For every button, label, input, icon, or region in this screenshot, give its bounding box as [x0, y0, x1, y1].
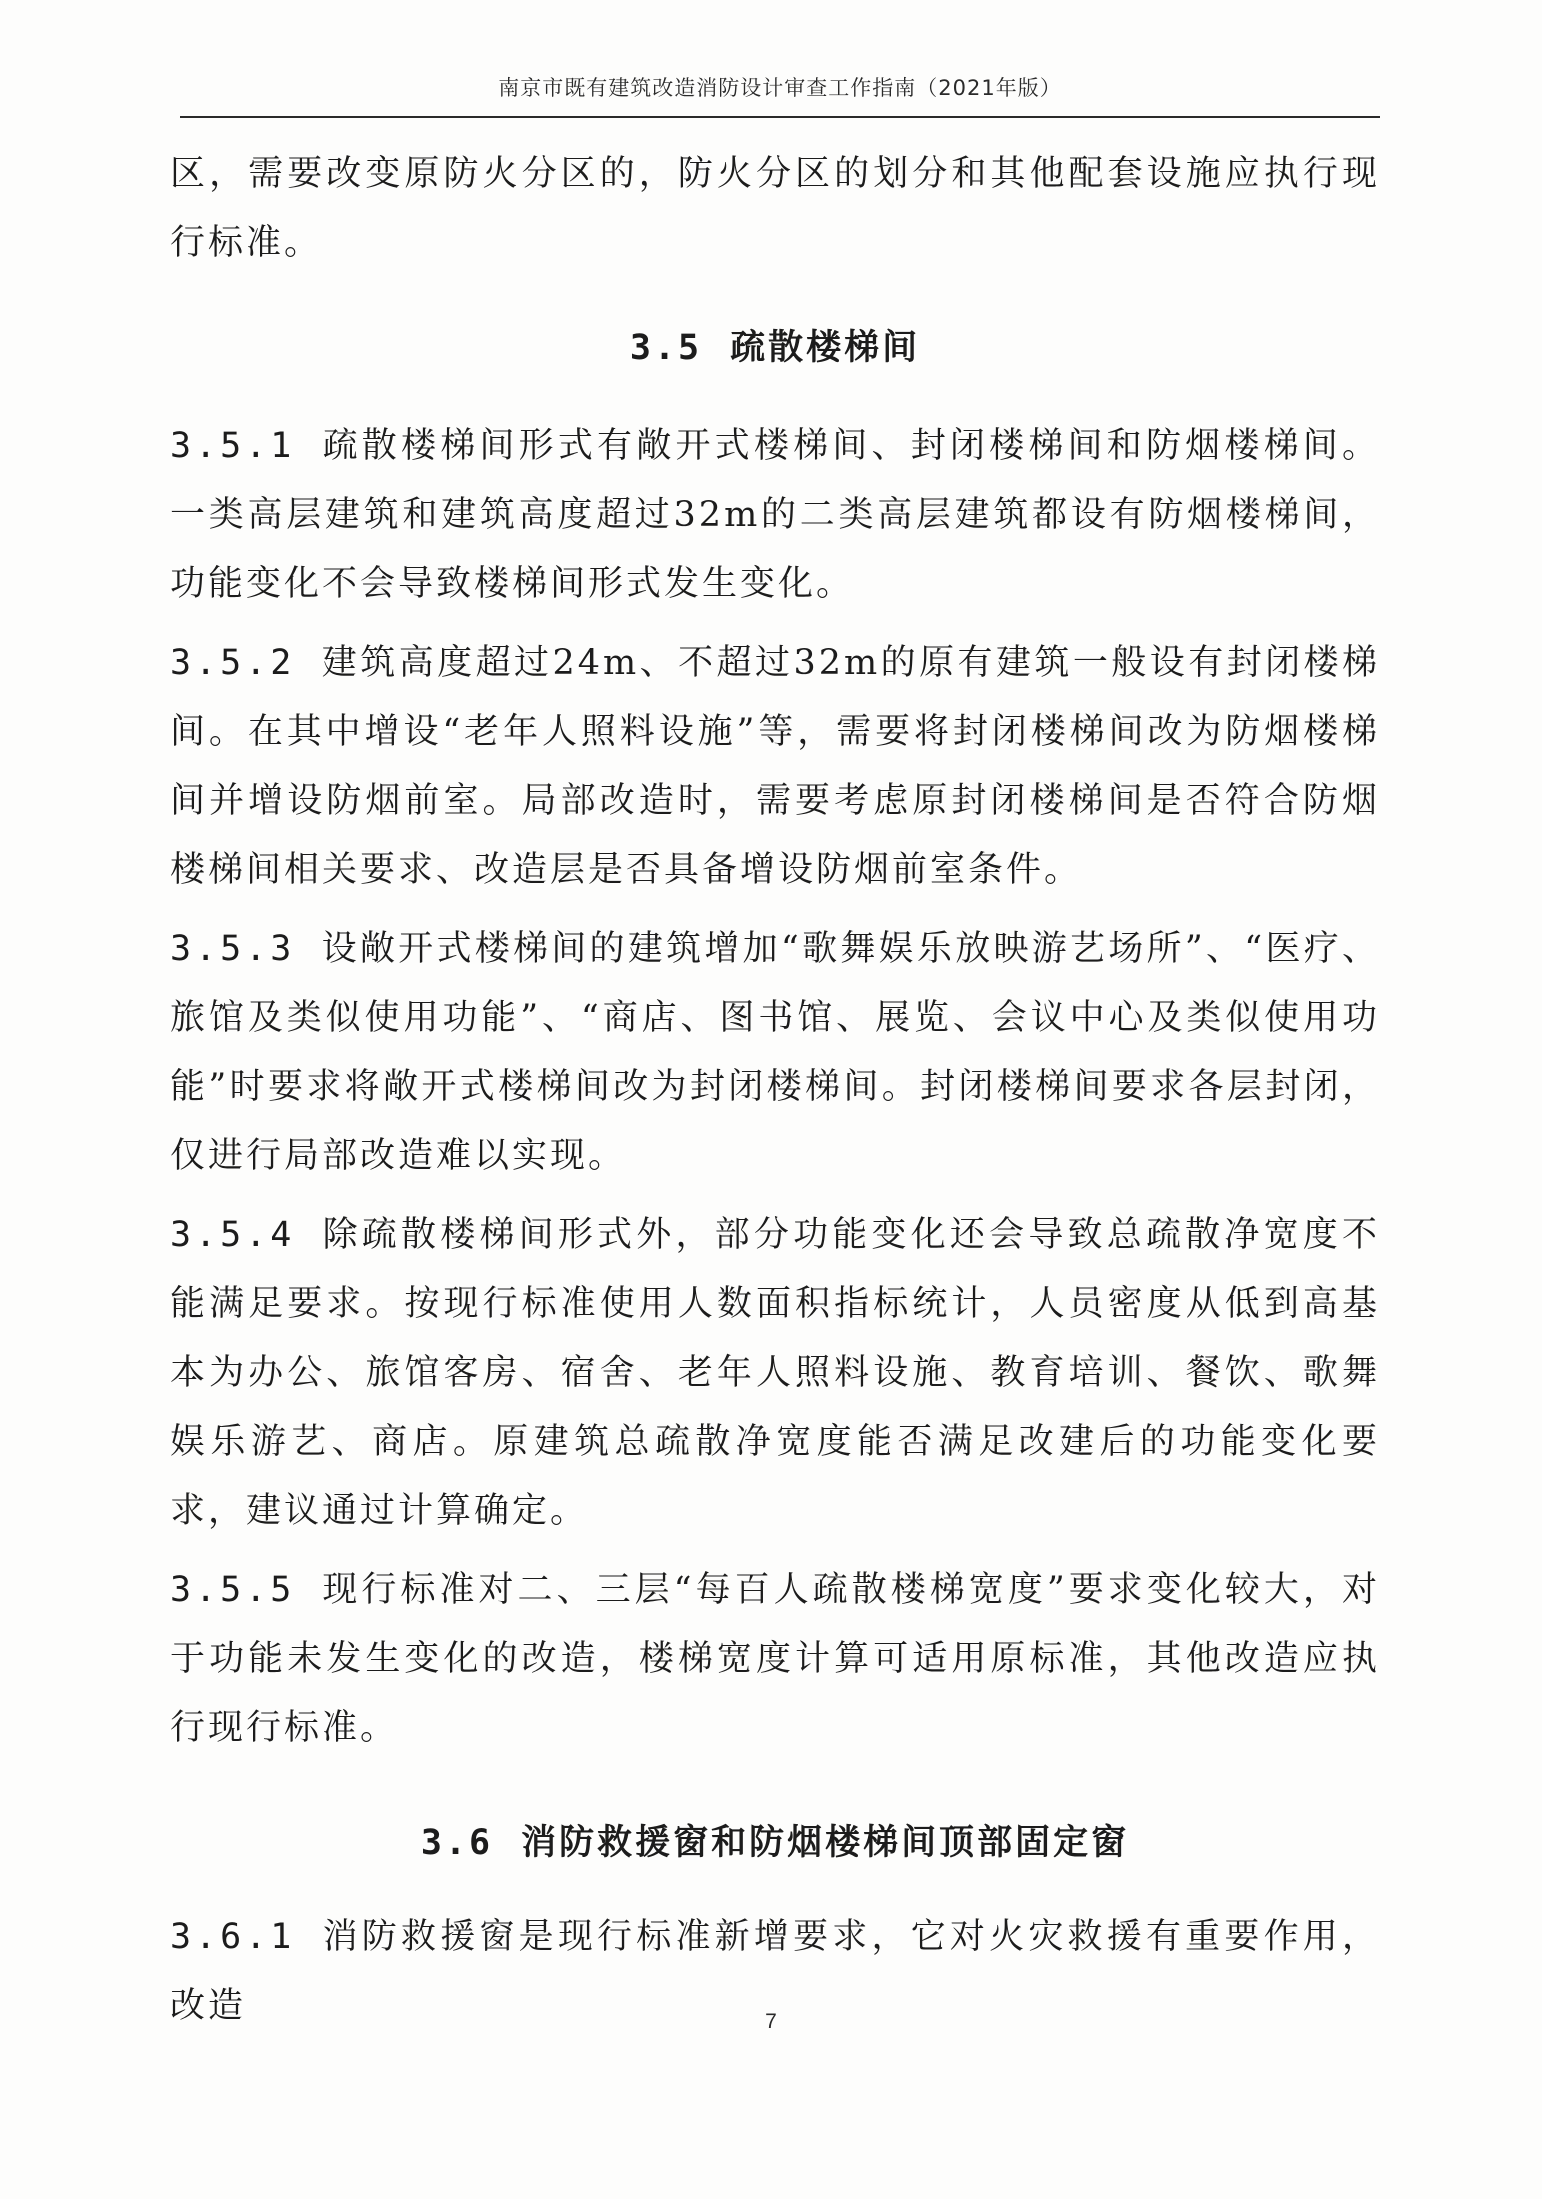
clause-text: 消防救援窗是现行标准新增要求，它对火灾救援有重要作用，改造	[170, 1917, 1380, 2026]
page-number: 7	[765, 2010, 777, 2033]
page-content	[170, 140, 1380, 2041]
clause-3-5-2	[170, 629, 1380, 905]
clause-3-5-1	[170, 412, 1380, 619]
header-rule	[180, 116, 1380, 118]
section-title: 消防救援窗和防烟楼梯间顶部固定窗	[521, 1823, 1130, 1863]
clause-number: 3.5.2	[170, 643, 296, 683]
clause-number: 3.5.1	[170, 426, 296, 466]
clause-number: 3.6.1	[170, 1917, 296, 1957]
clause-text: 现行标准对二、三层“每百人疏散楼梯宽度”要求变化较大，对于功能未发生变化的改造，楼梯宽度计算可适用原标准，其他改造应执行现行标准。	[170, 1570, 1380, 1748]
clause-3-5-5	[170, 1556, 1380, 1763]
section-number: 3.5	[629, 328, 703, 368]
clause-number: 3.5.4	[170, 1215, 296, 1255]
section-heading-3-6	[170, 1815, 1380, 1865]
clause-text: 除疏散楼梯间形式外，部分功能变化还会导致总疏散净宽度不能满足要求。按现行标准使用人数面积指标统计，人员密度从低到高基本为办公、旅馆客房、宿舍、老年人照料设施、教育培训、餐饮、歌舞娱乐游艺、商店。原建筑总疏散净宽度能否满足改建后的功能变化要求，建议通过计算确定。	[170, 1215, 1380, 1531]
section-heading-3-5	[170, 320, 1380, 370]
running-header-title: 南京市既有建筑改造消防设计审查工作指南（2021年版）	[498, 76, 1062, 100]
clause-number: 3.5.5	[170, 1570, 296, 1610]
clause-text: 设敞开式楼梯间的建筑增加“歌舞娱乐放映游艺场所”、“医疗、旅馆及类似使用功能”、“商店、图书馆、展览、会议中心及类似使用功能”时要求将敞开式楼梯间改为封闭楼梯间。封闭楼梯间要求各层封闭，仅进行局部改造难以实现。	[170, 929, 1380, 1176]
section-number: 3.6	[420, 1823, 494, 1863]
continuation-paragraph: 区，需要改变原防火分区的，防火分区的划分和其他配套设施应执行现行标准。	[170, 154, 1380, 263]
clause-3-5-3	[170, 915, 1380, 1191]
clause-text: 疏散楼梯间形式有敞开式楼梯间、封闭楼梯间和防烟楼梯间。一类高层建筑和建筑高度超过32m的二类高层建筑都设有防烟楼梯间，功能变化不会导致楼梯间形式发生变化。	[170, 426, 1380, 604]
clause-3-5-4	[170, 1201, 1380, 1546]
clause-number: 3.5.3	[170, 929, 296, 969]
clause-text: 建筑高度超过24m、不超过32m的原有建筑一般设有封闭楼梯间。在其中增设“老年人照料设施”等，需要将封闭楼梯间改为防烟楼梯间并增设防烟前室。局部改造时，需要考虑原封闭楼梯间是否符合防烟楼梯间相关要求、改造层是否具备增设防烟前室条件。	[170, 643, 1380, 890]
section-title: 疏散楼梯间	[730, 328, 921, 368]
